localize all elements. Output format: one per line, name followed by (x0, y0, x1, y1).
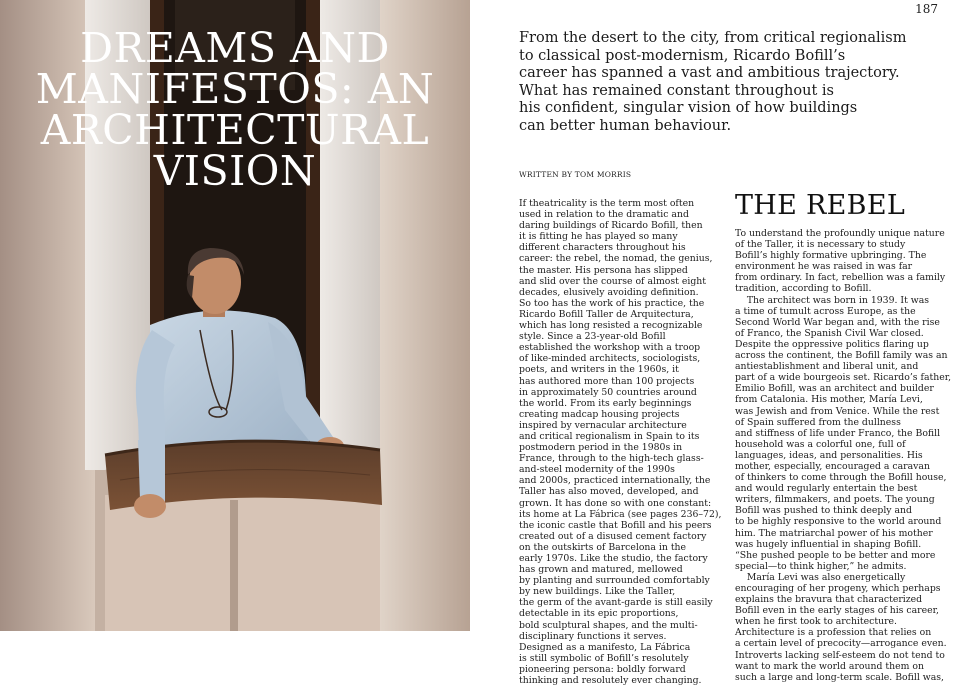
body-line: different characters throughout his (519, 242, 686, 254)
body-line: such a large and long-term scale. Bofill was, (735, 671, 944, 683)
portrait-photo (0, 0, 470, 631)
body-line: Architecture is a profession that relies on (735, 627, 932, 639)
body-line: bold sculptural shapes, and the multi- (519, 619, 698, 631)
body-column-left (519, 198, 722, 686)
body-line: the master. His persona has slipped (519, 264, 688, 276)
body-line: So too has the work of his practice, the (519, 297, 705, 309)
body-line: The architect was born in 1939. It was (735, 294, 930, 306)
body-line: “She pushed people to be better and more (735, 549, 936, 561)
body-line: has authored more than 100 projects (519, 375, 695, 387)
body-line: is still symbolic of Bofill’s resolutely (519, 652, 689, 664)
body-line: Ricardo Bofill Taller de Arquitectura, (519, 308, 694, 320)
section-title: THE REBEL (735, 190, 906, 221)
body-line: grown. It has done so with one constant: (519, 497, 712, 509)
body-line: Bofill even in the early stages of his career, (735, 605, 939, 617)
body-line: was Jewish and from Venice. While the rest (735, 405, 940, 417)
body-line: and stiffness of life under Franco, the Bofill (735, 427, 941, 439)
body-line: the world. From its early beginnings (519, 397, 692, 409)
page-number: 187 (915, 2, 938, 16)
body-line: Bofill’s highly formative upbringing. The (735, 250, 927, 262)
body-line: early 1970s. Like the studio, the factory (519, 553, 708, 564)
body-line: poets, and writers in the 1960s, it (519, 364, 679, 376)
body-line: If theatricality is the term most often (519, 198, 695, 209)
body-line: Introverts lacking self-esteem do not tend to (735, 649, 945, 661)
body-line: it is fitting he has played so many (519, 231, 678, 243)
body-line: of the Taller, it is necessary to study (735, 239, 906, 251)
body-line: a certain level of precocity—arrogance even. (735, 638, 947, 650)
body-line: part of a wide bourgeois set. Ricardo’s father, (735, 372, 952, 384)
body-line: has grown and matured, mellowed (519, 564, 683, 576)
body-line: of like-minded architects, sociologists, (519, 353, 701, 365)
body-line: by planting and surrounded comfortably (519, 575, 710, 587)
body-line: disciplinary functions it serves. (519, 630, 667, 642)
body-line: antiestablishment and liberal unit, and (735, 361, 919, 373)
body-line: want to mark the world around them on (735, 660, 924, 672)
body-line: of thinkers to come through the Bofill house, (735, 472, 947, 484)
body-line: Bofill was pushed to think deeply and (735, 505, 912, 517)
body-line: inspired by vernacular architecture (519, 419, 687, 431)
article-headline (22, 24, 448, 195)
body-line: and 2000s, practiced internationally, the (519, 475, 711, 487)
body-line: writers, filmmakers, and poets. The young (735, 494, 935, 506)
body-line: by new buildings. Like the Taller, (519, 586, 676, 598)
intro-line: his confident, singular vision of how buildings (519, 100, 858, 117)
body-line: from Catalonia. His mother, María Levi, (735, 394, 923, 406)
body-line: France, through to the high-tech glass- (519, 453, 704, 465)
intro-line: What has remained constant throughout is (519, 82, 834, 99)
body-line: special—to think higher,” he admits. (735, 560, 907, 572)
body-line: the germ of the avant-garde is still easily (519, 597, 713, 609)
body-line: Designed as a manifesto, La Fábrica (519, 641, 691, 653)
body-line: Despite the oppressive politics flaring up (735, 338, 929, 350)
body-line: him. The matriarchal power of his mother (735, 527, 933, 539)
body-line: Emilio Bofill, was an architect and builder (735, 383, 934, 395)
body-line: created out of a disused cement factory (519, 530, 707, 542)
body-line: María Levi was also energetically (735, 571, 906, 583)
body-line: in approximately 50 countries around (519, 386, 697, 398)
body-line: tradition, according to Bofill. (735, 283, 872, 295)
body-line: daring buildings of Ricardo Bofill, then (519, 220, 703, 232)
body-column-right (735, 228, 950, 683)
body-line: languages, ideas, and personalities. His (735, 449, 923, 461)
body-line: when he first took to architecture. (735, 616, 897, 628)
byline: WRITTEN BY TOM MORRIS (519, 170, 632, 179)
body-line: of Spain suffered from the dullness (735, 416, 901, 428)
intro-line: can better human behaviour. (519, 117, 732, 134)
body-line: mother, especially, encouraged a caravan (735, 460, 930, 472)
body-line: was hugely influential in shaping Bofill. (735, 538, 922, 550)
headline-line: ARCHITECTURAL (40, 106, 430, 154)
body-line: and would regularly entertain the best (735, 483, 918, 495)
body-line: environment he was raised in was far (735, 261, 913, 273)
body-line: explains the bravura that characterized (735, 594, 923, 606)
body-line: and critical regionalism in Spain to its (519, 430, 700, 442)
body-line: the iconic castle that Bofill and his peers (519, 519, 712, 531)
body-line: career: the rebel, the nomad, the genius, (519, 253, 713, 265)
body-line: To understand the profoundly unique nature (735, 228, 945, 239)
body-line: of Franco, the Spanish Civil War closed. (735, 327, 924, 339)
body-line: and slid over the course of almost eight (519, 275, 706, 287)
body-line: on the outskirts of Barcelona in the (519, 541, 687, 553)
body-line: detectable in its epic proportions, (519, 608, 679, 620)
body-line: from ordinary. In fact, rebellion was a family (735, 272, 946, 284)
headline-line: DREAMS AND (80, 24, 390, 72)
intro-line: career has spanned a vast and ambitious trajectory. (519, 65, 900, 82)
body-line: a time of tumult across Europe, as the (735, 305, 916, 317)
body-line: used in relation to the dramatic and (519, 209, 689, 221)
body-line: pioneering persona: boldly forward (519, 663, 686, 675)
body-line: its home at La Fábrica (see pages 236–72), (519, 508, 722, 520)
body-line: to be highly responsive to the world around (735, 516, 942, 528)
body-line: and-steel modernity of the 1990s (519, 464, 675, 476)
body-line: Second World War began and, with the rise (735, 316, 940, 328)
body-line: established the workshop with a troop (519, 342, 701, 354)
body-line: thinking and resolutely ever changing. (519, 675, 702, 686)
body-line: decades, elusively avoiding definition. (519, 286, 699, 298)
body-line: creating madcap housing projects (519, 408, 680, 420)
body-line: Taller has also moved, developed, and (519, 486, 699, 498)
body-line: postmodern period in the 1980s in (519, 442, 683, 454)
body-line: which has long resisted a recognizable (519, 320, 703, 332)
body-line: across the continent, the Bofill family was an (735, 350, 948, 362)
headline-line: VISION (153, 147, 317, 195)
body-line: encouraging of her progeny, which perhaps (735, 583, 941, 594)
body-line: household was a colorful one, full of (735, 438, 906, 450)
intro-line: From the desert to the city, from critical regionalism (519, 30, 907, 46)
headline-line: MANIFESTOS: AN (35, 65, 435, 113)
intro-line: to classical post-modernism, Ricardo Bofill’s (519, 47, 846, 64)
intro-standfirst (519, 30, 929, 136)
body-line: style. Since a 23-year-old Bofill (519, 331, 666, 343)
